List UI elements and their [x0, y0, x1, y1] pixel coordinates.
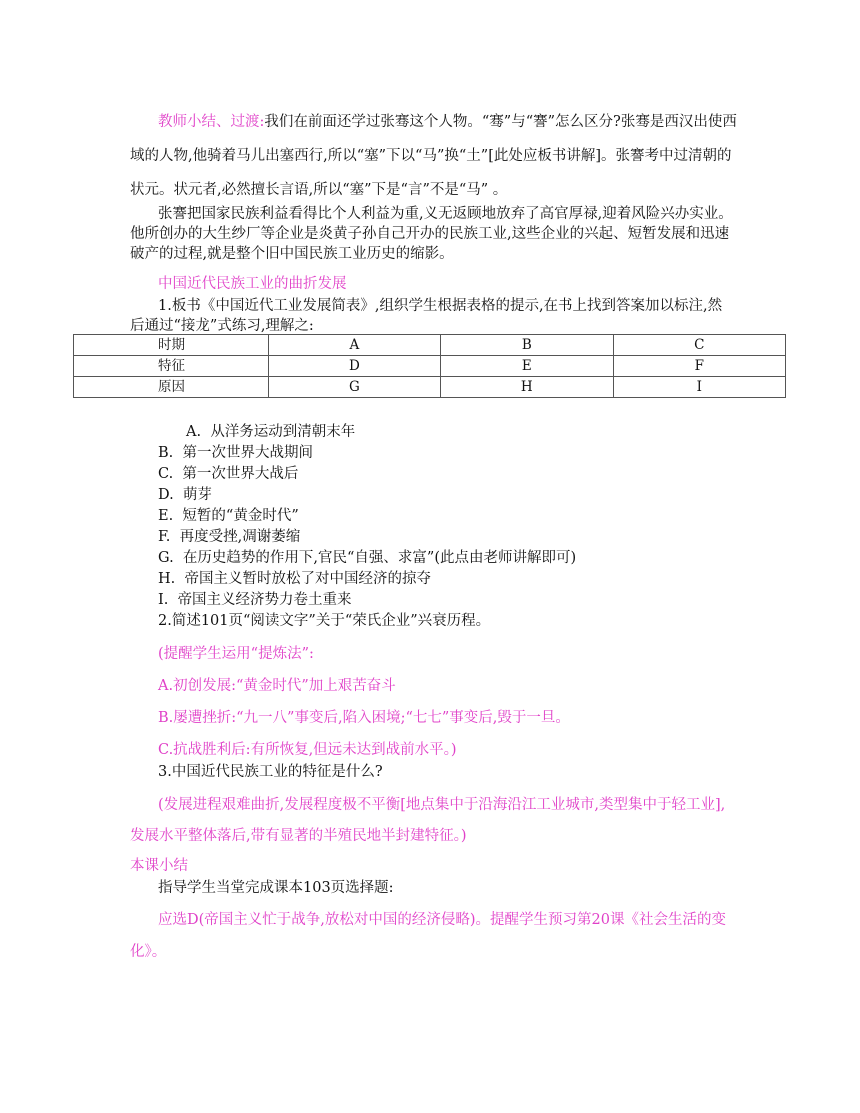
option-c: C. 第一次世界大战后	[158, 466, 299, 482]
option-i: I. 帝国主义经济势力卷土重来	[158, 592, 352, 608]
q3: 3.中国近代民族工业的特征是什么?	[158, 764, 383, 780]
table-cell: G	[268, 377, 440, 398]
table-cell: F	[613, 356, 785, 377]
option-e: E. 短暂的“黄金时代”	[158, 508, 299, 524]
table-row	[74, 377, 786, 398]
intro-label: 教师小结、过渡:	[158, 114, 265, 130]
table-row	[74, 356, 786, 377]
para2-line-2: 他所创办的大生纱厂等企业是炎黄子孙自己开办的民族工业,这些企业的兴起、短暂发展和迅速	[130, 226, 730, 242]
hint-line-a: A.初创发展:“黄金时代”加上艰苦奋斗	[158, 678, 396, 694]
industry-table	[73, 334, 786, 398]
q2: 2.简述101页“阅读文字”关于“荣氏企业”兴衰历程。	[158, 613, 491, 629]
table-cell: I	[613, 377, 785, 398]
option-d: D. 萌芽	[158, 487, 212, 503]
summary-title: 本课小结	[130, 858, 188, 874]
hint-line-c: C.抗战胜利后:有所恢复,但远未达到战前水平。)	[158, 742, 457, 758]
final-answer-line-1: 应选D(帝国主义忙于战争,放松对中国的经济侵略)。提醒学生预习第20课《社会生活的变	[158, 912, 726, 928]
table-cell: B	[441, 335, 613, 356]
table-row	[74, 335, 786, 356]
row-label: 原因	[74, 377, 269, 398]
q1-line-1: 1.板书《中国近代工业发展简表》,组织学生根据表格的提示,在书上找到答案加以标注,然	[158, 298, 723, 314]
answer3-line-1: (发展进程艰难曲折,发展程度极不平衡[地点集中于沿海沿江工业城市,类型集中于轻工业],	[158, 797, 726, 813]
final-answer-line-2: 化》。	[130, 944, 167, 960]
option-a: A. 从洋务运动到清朝末年	[186, 424, 356, 440]
summary-text: 指导学生当堂完成课本103页选择题:	[158, 880, 394, 896]
intro-line-3: 状元。状元者,必然擅长言语,所以“塞”下是“言”不是“马” 。	[130, 182, 508, 198]
row-label: 特征	[74, 356, 269, 377]
intro-line-2: 域的人物,他骑着马儿出塞西行,所以“塞”下以“马”换“土”[此处应板书讲解]。张謇考中过清朝的	[130, 148, 732, 164]
table-cell: A	[268, 335, 440, 356]
intro-line-1	[158, 108, 758, 136]
q1-line-2: 后通过“接龙”式练习,理解之:	[130, 318, 314, 334]
intro-text-1: 我们在前面还学过张骞这个人物。“骞”与“謇”怎么区分?张骞是西汉出使西	[264, 114, 737, 130]
hint-line-0: (提醒学生运用“提炼法”:	[158, 646, 314, 662]
option-f: F. 再度受挫,凋谢萎缩	[158, 529, 301, 545]
para2-line-1: 张謇把国家民族利益看得比个人利益为重,义无返顾地放弃了高官厚禄,迎着风险兴办实业。	[158, 206, 733, 222]
table-cell: E	[441, 356, 613, 377]
option-b: B. 第一次世界大战期间	[158, 445, 313, 461]
section-title: 中国近代民族工业的曲折发展	[158, 276, 347, 292]
table-cell: C	[613, 335, 785, 356]
option-h: H. 帝国主义暂时放松了对中国经济的掠夺	[158, 571, 431, 587]
table-cell: D	[268, 356, 440, 377]
answer3-line-2: 发展水平整体落后,带有显著的半殖民地半封建特征。)	[130, 828, 467, 844]
hint-line-b: B.屡遭挫折:“九一八”事变后,陷入困境;“七七”事变后,毁于一旦。	[158, 710, 570, 726]
row-label: 时期	[74, 335, 269, 356]
table-cell: H	[441, 377, 613, 398]
option-g: G. 在历史趋势的作用下,官民“自强、求富”(此点由老师讲解即可)	[158, 550, 577, 566]
para2-line-3: 破产的过程,就是整个旧中国民族工业历史的缩影。	[130, 246, 454, 262]
